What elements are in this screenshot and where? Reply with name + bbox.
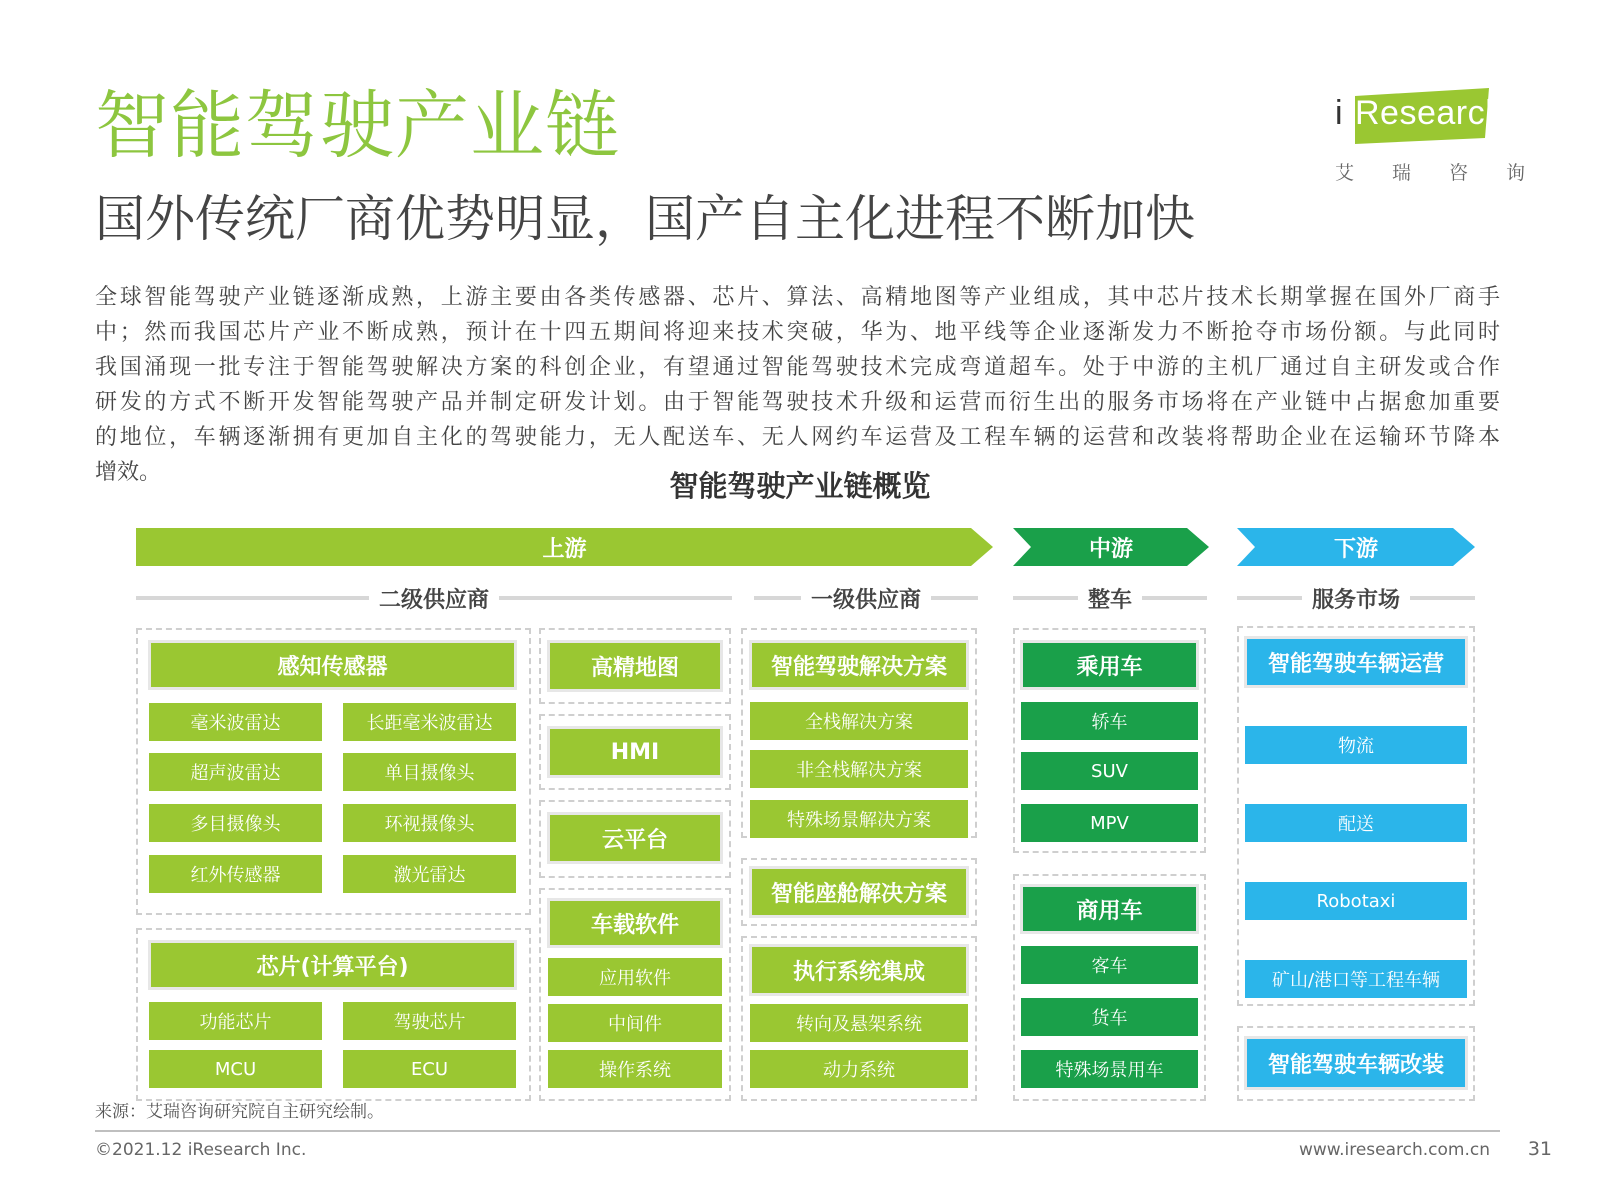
ad-solution-item: 非全栈解决方案 xyxy=(750,750,968,788)
stage-midstream xyxy=(1013,528,1209,566)
logo-cn-char: 艾 xyxy=(1335,162,1355,184)
footer-divider xyxy=(95,1130,1500,1132)
sensor-item: 长距毫米波雷达 xyxy=(343,703,516,741)
ad-solution-header: 智能驾驶解决方案 xyxy=(749,640,969,690)
commercial-vehicle-item: 货车 xyxy=(1021,998,1198,1036)
cockpit-header: 智能座舱解决方案 xyxy=(749,866,969,918)
paragraph-line: 我国涌现一批专注于智能驾驶解决方案的科创企业，有望通过智能驾驶技术完成弯道超车。处于中游的主机厂通过自主研发或合作 xyxy=(95,355,1500,380)
modification-header: 智能驾驶车辆改装 xyxy=(1244,1036,1468,1090)
chip-item: ECU xyxy=(343,1050,516,1088)
software-item: 操作系统 xyxy=(548,1050,722,1088)
page-title: 智能驾驶产业链 xyxy=(95,83,620,169)
commercial-vehicle-item: 客车 xyxy=(1021,946,1198,984)
category-tier1 xyxy=(754,586,978,613)
operation-item: 配送 xyxy=(1245,804,1467,842)
actuation-header: 执行系统集成 xyxy=(749,944,969,996)
commercial-vehicle-header: 商用车 xyxy=(1020,884,1199,934)
paragraph-line: 的地位，车辆逐渐拥有更加自主化的驾驶能力，无人配送车、无人网约车运营及工程车辆的运营和改装将帮助企业在运输环节降本 xyxy=(95,425,1500,450)
paragraph-line: 增效。 xyxy=(95,460,162,485)
stage-upstream xyxy=(136,528,993,566)
chip-item: 功能芯片 xyxy=(149,1002,322,1040)
category-tier2-label: 二级供应商 xyxy=(379,587,490,613)
stage-downstream-label: 下游 xyxy=(1333,536,1378,562)
paragraph-line: 全球智能驾驶产业链逐渐成熟，上游主要由各类传感器、芯片、算法、高精地图等产业组成，其中芯片技术长期掌握在国外厂商手 xyxy=(95,285,1500,310)
sensor-item: 单目摄像头 xyxy=(343,753,516,791)
copyright: ©2021.12 iResearch Inc. xyxy=(95,1140,307,1160)
stage-midstream-label: 中游 xyxy=(1088,536,1133,562)
cloud-header: 云平台 xyxy=(547,812,723,864)
sensor-item: 毫米波雷达 xyxy=(149,703,322,741)
commercial-vehicle-item: 特殊场景用车 xyxy=(1021,1050,1198,1088)
operation-header: 智能驾驶车辆运营 xyxy=(1244,636,1468,688)
chips-header: 芯片(计算平台) xyxy=(148,940,517,990)
category-vehicle xyxy=(1013,586,1207,613)
software-item: 应用软件 xyxy=(548,958,722,996)
stage-downstream xyxy=(1237,528,1475,566)
actuation-item: 转向及悬架系统 xyxy=(750,1004,968,1042)
logo-cn-char: 咨 xyxy=(1448,162,1468,184)
paragraph-line: 研发的方式不断开发智能驾驶产品并制定研发计划。由于智能驾驶技术升级和运营而衍生出的服务市场将在产业链中占据愈加重要 xyxy=(95,390,1500,415)
website-link[interactable]: www.iresearch.com.cn xyxy=(1298,1140,1490,1160)
page-number: 31 xyxy=(1527,1138,1552,1160)
logo-chinese-name xyxy=(1335,158,1525,185)
logo-cn-char: 瑞 xyxy=(1391,162,1411,184)
software-header: 车载软件 xyxy=(547,898,723,948)
sensor-item: 超声波雷达 xyxy=(149,753,322,791)
ad-solution-item: 全栈解决方案 xyxy=(750,702,968,740)
ad-solution-item: 特殊场景解决方案 xyxy=(750,800,968,838)
logo-cn-char: 询 xyxy=(1505,162,1525,184)
software-item: 中间件 xyxy=(548,1004,722,1042)
passenger-car-item: MPV xyxy=(1021,804,1198,842)
chip-item: MCU xyxy=(149,1050,322,1088)
hmi-header: HMI xyxy=(547,726,723,778)
category-service-label: 服务市场 xyxy=(1312,587,1401,613)
sensor-item: 红外传感器 xyxy=(149,855,322,893)
logo-wordmark: Research xyxy=(1355,94,1505,132)
intro-paragraph xyxy=(95,280,1500,490)
category-tier1-label: 一级供应商 xyxy=(811,587,922,613)
category-vehicle-label: 整车 xyxy=(1088,587,1133,613)
stage-upstream-label: 上游 xyxy=(542,536,587,562)
category-tier2 xyxy=(136,586,732,613)
sensor-item: 环视摄像头 xyxy=(343,804,516,842)
iresearch-logo xyxy=(1325,86,1525,186)
actuation-item: 动力系统 xyxy=(750,1050,968,1088)
sensor-item: 激光雷达 xyxy=(343,855,516,893)
operation-item: Robotaxi xyxy=(1245,882,1467,920)
sensors-header: 感知传感器 xyxy=(148,640,517,690)
page-subtitle: 国外传统厂商优势明显，国产自主化进程不断加快 xyxy=(95,190,1195,248)
source-note: 来源：艾瑞咨询研究院自主研究绘制。 xyxy=(95,1102,384,1122)
logo-letter-i: i xyxy=(1335,94,1343,132)
operation-item: 矿山/港口等工程车辆 xyxy=(1245,960,1467,998)
operation-item: 物流 xyxy=(1245,726,1467,764)
sensor-item: 多目摄像头 xyxy=(149,804,322,842)
chip-item: 驾驶芯片 xyxy=(343,1002,516,1040)
hd-map-header: 高精地图 xyxy=(547,640,723,692)
passenger-car-item: SUV xyxy=(1021,752,1198,790)
chart-title: 智能驾驶产业链概览 xyxy=(669,469,931,503)
paragraph-line: 中；然而我国芯片产业不断成熟，预计在十四五期间将迎来技术突破，华为、地平线等企业逐渐发力不断抢夺市场份额。与此同时 xyxy=(95,320,1500,345)
category-service xyxy=(1237,586,1475,613)
passenger-car-item: 轿车 xyxy=(1021,702,1198,740)
passenger-car-header: 乘用车 xyxy=(1020,640,1199,690)
